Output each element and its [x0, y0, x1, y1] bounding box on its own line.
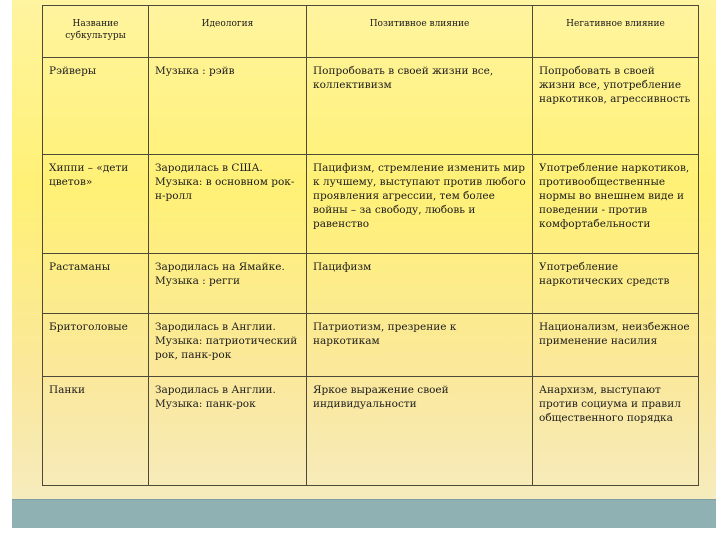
cell-positive: Пацифизм — [307, 254, 533, 314]
cell-positive: Попробовать в своей жизни все, коллективизм — [307, 58, 533, 155]
cell-name: Бритоголовые — [43, 314, 149, 377]
cell-negative: Попробовать в своей жизни все, употребление наркотиков, агрессивность — [533, 58, 699, 155]
table-row — [43, 254, 699, 314]
cell-positive: Яркое выражение своей индивидуальности — [307, 377, 533, 486]
table-row — [43, 155, 699, 254]
cell-ideology: Зародилась на Ямайке. Музыка : регги — [149, 254, 307, 314]
table-row — [43, 377, 699, 486]
cell-positive: Пацифизм, стремление изменить мир к лучшему, выступают против любого проявления агрессии, тем более войны – за свободу, любовь и равенство — [307, 155, 533, 254]
cell-ideology: Зародилась в Англии. Музыка: панк-рок — [149, 377, 307, 486]
cell-negative: Употребление наркотических средств — [533, 254, 699, 314]
cell-name: Панки — [43, 377, 149, 486]
cell-negative: Национализм, неизбежное применение насилия — [533, 314, 699, 377]
slide-background — [12, 0, 716, 528]
table-header-row — [43, 6, 699, 58]
cell-ideology: Зародилась в Англии. Музыка: патриотический рок, панк-рок — [149, 314, 307, 377]
header-negative: Негативное влияние — [533, 6, 699, 58]
cell-name: Рэйверы — [43, 58, 149, 155]
header-positive: Позитивное влияние — [307, 6, 533, 58]
cell-name: Хиппи – «дети цветов» — [43, 155, 149, 254]
cell-name: Растаманы — [43, 254, 149, 314]
subculture-table — [42, 5, 699, 486]
header-ideology: Идеология — [149, 6, 307, 58]
table-row — [43, 314, 699, 377]
header-name: Название субкультуры — [43, 6, 149, 58]
cell-negative: Анархизм, выступают против социума и правил общественного порядка — [533, 377, 699, 486]
table-row — [43, 58, 699, 155]
cell-ideology: Музыка : рэйв — [149, 58, 307, 155]
cell-positive: Патриотизм, презрение к наркотикам — [307, 314, 533, 377]
slide-footer-bar — [12, 499, 716, 528]
cell-negative: Употребление наркотиков, противообщественные нормы во внешнем виде и поведении - против комфортабельности — [533, 155, 699, 254]
cell-ideology: Зародилась в США. Музыка: в основном рок-н-ролл — [149, 155, 307, 254]
